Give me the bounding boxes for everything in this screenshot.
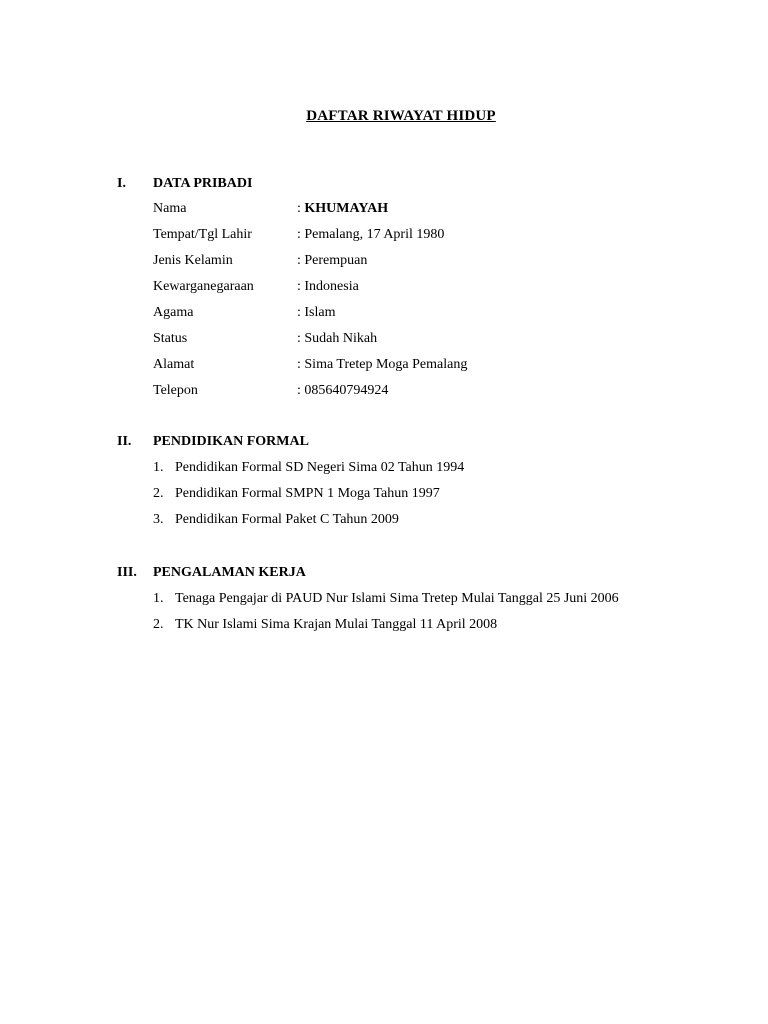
field-label: Telepon (153, 383, 198, 398)
field-label: Agama (153, 305, 194, 320)
section-number-data-pribadi: I. (117, 176, 126, 191)
field-value-text: Sima Tretep Moga Pemalang (304, 357, 468, 372)
section-title-data-pribadi: DATA PRIBADI (153, 176, 253, 191)
name-value: KHUMAYAH (304, 201, 389, 216)
field-value-text: Indonesia (304, 279, 359, 294)
field-value-text: Perempuan (304, 253, 368, 268)
field-value: : 085640794924 (297, 383, 389, 398)
list-item-number: 1. (153, 591, 164, 606)
field-value: : Islam (297, 305, 336, 320)
field-value: : Sudah Nikah (297, 331, 378, 346)
field-label: Status (153, 331, 188, 346)
field-value: : KHUMAYAH (297, 201, 389, 216)
field-label: Alamat (153, 357, 195, 372)
field-value: : Pemalang, 17 April 1980 (297, 227, 445, 242)
field-value-text: Pemalang, 17 April 1980 (304, 227, 445, 242)
list-item-number: 3. (153, 512, 164, 527)
section-title-pengalaman-kerja: PENGALAMAN KERJA (153, 565, 306, 580)
section-title-pendidikan-formal: PENDIDIKAN FORMAL (153, 434, 309, 449)
field-label: Nama (153, 201, 187, 216)
list-item-text: Pendidikan Formal SMPN 1 Moga Tahun 1997 (175, 486, 440, 501)
section-number-pendidikan-formal: II. (117, 434, 132, 449)
document-title: DAFTAR RIWAYAT HIDUP (306, 108, 496, 124)
list-item-number: 2. (153, 617, 164, 632)
section-number-pengalaman-kerja: III. (117, 565, 137, 580)
field-label: Kewarganegaraan (153, 279, 254, 294)
list-item-text: Pendidikan Formal SD Negeri Sima 02 Tahun 1994 (175, 460, 465, 475)
field-label: Tempat/Tgl Lahir (153, 227, 252, 242)
list-item (153, 591, 619, 607)
list-item (153, 486, 440, 502)
field-value: : Perempuan (297, 253, 368, 268)
list-item-text: Tenaga Pengajar di PAUD Nur Islami Sima Tretep Mulai Tanggal 25 Juni 2006 (175, 591, 619, 606)
field-value-text: Islam (304, 305, 336, 320)
list-item (153, 512, 399, 528)
field-value-text: Sudah Nikah (304, 331, 378, 346)
field-value: : Indonesia (297, 279, 359, 294)
list-item-text: Pendidikan Formal Paket C Tahun 2009 (175, 512, 399, 527)
field-value: : Sima Tretep Moga Pemalang (297, 357, 468, 372)
list-item-number: 2. (153, 486, 164, 501)
list-item-text: TK Nur Islami Sima Krajan Mulai Tanggal 11 April 2008 (175, 617, 498, 632)
list-item (153, 617, 497, 633)
field-value-text: 085640794924 (304, 383, 389, 398)
list-item (153, 460, 464, 476)
list-item-number: 1. (153, 460, 164, 475)
field-label: Jenis Kelamin (153, 253, 233, 268)
